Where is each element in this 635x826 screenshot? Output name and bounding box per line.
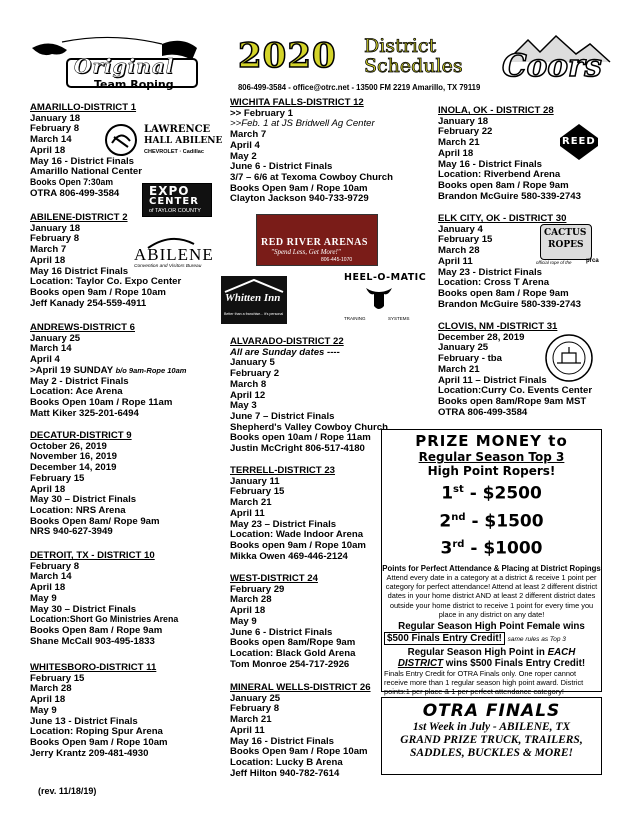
district-mineral-wells	[230, 683, 371, 779]
schedule-line: Books Open 9am / Rope 10am	[230, 746, 368, 758]
whitten-slogan: Better than a franchise... it's personal	[224, 312, 284, 316]
schedule-line: May 23 – District Finals	[230, 518, 337, 530]
schedule-line: Books open 8am / Rope 9am	[438, 287, 569, 299]
schedule-line: March 28	[230, 594, 272, 606]
schedule-line: Books Open 9am / Rope 10am	[230, 182, 368, 194]
each-district-award: Regular Season High Point in EACH	[407, 646, 576, 658]
district-title: CLOVIS, NM -DISTRICT 31	[438, 321, 558, 332]
schedule-line: March 21	[438, 363, 480, 375]
schedule-line: May 9	[30, 592, 57, 604]
schedule-line: April 11 – District Finals	[438, 374, 547, 386]
reed-name: REED	[562, 136, 596, 147]
schedule-line: April 4	[30, 354, 60, 366]
schedule-line: 3/7 – 6/6 at Texoma Cowboy Church	[230, 171, 393, 183]
logo-team-roping-text: Team Roping	[94, 78, 174, 91]
schedule-line: June 7 – District Finals	[230, 410, 335, 422]
schedule-line: Brandon McGuire 580-339-2743	[438, 298, 581, 310]
schedule-line: OTRA 806-499-3584	[30, 187, 120, 199]
schedule-line: Shepherd's Valley Cowboy Church	[230, 421, 388, 433]
schedule-line: Books Open 10am / Rope 11am	[30, 396, 173, 408]
district-clovis	[438, 322, 592, 418]
cactus-word: CACTUS	[544, 228, 587, 238]
schedule-line: December 28, 2019	[438, 331, 525, 343]
prize-top3: Regular Season Top 3	[418, 450, 565, 464]
logo-original-text: Original	[74, 54, 175, 78]
district-title: WICHITA FALLS-DISTRICT 12	[230, 97, 364, 108]
district-abilene	[30, 213, 181, 309]
district-title: AMARILLO-DISTRICT 1	[30, 102, 137, 113]
heelomatic-name: HEEL-O-MATIC	[344, 272, 427, 283]
district-title: DETROIT, TX - DISTRICT 10	[30, 550, 155, 561]
year-title: 2020	[238, 36, 337, 76]
schedule-line: May 16 District Finals	[30, 265, 129, 277]
schedule-line: Books Open 8am/ Rope 9am	[30, 515, 160, 527]
schedule-line: February 15	[30, 472, 85, 484]
schedule-line: December 14, 2019	[30, 462, 117, 474]
schedule-line: January 11	[230, 475, 280, 487]
schedule-line: April 4	[230, 139, 260, 151]
schedule-line: May 9	[230, 615, 257, 627]
district-title: MINERAL WELLS-DISTRICT 26	[230, 682, 371, 693]
schedule-line: February 8	[30, 233, 80, 245]
schedule-line: May 16 - District Finals	[438, 158, 542, 170]
schedule-line: February 2	[230, 368, 280, 380]
schedule-line: May 16 - District Finals	[30, 155, 134, 167]
district-title: DECATUR-DISTRICT 9	[30, 430, 132, 441]
schedule-line: January 18	[30, 222, 81, 234]
schedule-line: Brandon McGuire 580-339-2743	[438, 190, 581, 202]
schedule-line: Books open 8am/Rope 9am	[230, 637, 356, 649]
district-title: ELK CITY, OK - DISTRICT 30	[438, 213, 567, 224]
schedule-line: >> February 1	[230, 107, 293, 119]
lawrence-sub: HALL ABILENE	[144, 136, 223, 146]
coors-logo	[498, 32, 616, 84]
prize-first: 1st - $2500	[441, 483, 542, 504]
district-title: WHITESBORO-DISTRICT 11	[30, 662, 157, 673]
schedule-line: June 13 - District Finals	[30, 715, 138, 727]
red-river-arenas-logo	[256, 214, 378, 266]
schedule-line: April 18	[30, 483, 66, 495]
district-title: TERRELL-DISTRICT 23	[230, 465, 336, 476]
taylor-county: of TAYLOR COUNTY	[149, 208, 201, 214]
sunday-date: >April 19 SUNDAY	[30, 364, 113, 376]
schedule-line: January 25	[438, 342, 489, 354]
heelomatic-systems: SYSTEMS	[388, 316, 410, 321]
district-title: ANDREWS-DISTRICT 6	[30, 322, 135, 333]
finals-date: 1st Week in July - ABILENE, TX	[412, 721, 571, 733]
district-whitesboro	[30, 663, 168, 759]
schedule-line: March 28	[30, 683, 72, 695]
schedule-line: November 16, 2019	[30, 451, 117, 463]
schedule-line: April 18	[30, 144, 66, 156]
schedule-line: March 21	[438, 137, 480, 149]
schedule-line: February 8	[230, 703, 280, 715]
schedule-line: January 4	[438, 223, 483, 235]
schedule-line: April 12	[230, 389, 266, 401]
prize-second: 2nd - $1500	[439, 511, 544, 532]
district-elk-city	[438, 213, 584, 310]
schedule-line: Books Open 9am / Rope 10am	[30, 736, 168, 748]
abilene-cvb: Convention and Visitors Bureau	[134, 264, 202, 269]
district-terrell	[230, 466, 366, 562]
schedule-line: Location: NRS Arena	[30, 504, 126, 516]
female-award: Regular Season High Point Female wins	[398, 620, 585, 632]
title-district: District	[364, 35, 437, 57]
whitten-name: Whitten Inn	[225, 292, 281, 304]
schedule-line: Location: Black Gold Arena	[230, 647, 356, 659]
schedule-line: February 29	[230, 583, 285, 595]
schedule-line: March 14	[30, 343, 72, 355]
schedule-line: Location: Riverbend Arena	[438, 169, 561, 181]
schedule-line: Amarillo National Center	[30, 166, 142, 178]
schedule-line: Location: Ace Arena	[30, 386, 123, 398]
schedule-line: May 23 - District Finals	[438, 266, 542, 278]
revision-note: (rev. 11/18/19)	[38, 786, 97, 796]
schedule-line: Location: Cross T Arena	[438, 277, 550, 289]
heel-o-matic-logo	[344, 272, 427, 328]
lawrence-name: LAWRENCE	[144, 124, 211, 135]
heelomatic-training: TRAINING	[344, 316, 366, 321]
schedule-line: February 15	[438, 234, 493, 246]
points-body: Attend every date in a category at a district & receive 1 point per category for perfect attendance! Attend at least 2 different district dates in your home district AND at least 2 different district dates outside your home district to receive 1 point for every time you place in any district on any date!	[385, 572, 598, 619]
finals-prizes: GRAND PRIZE TRUCK, TRAILERS,	[400, 734, 583, 746]
title-schedules: Schedules	[364, 55, 463, 77]
schedule-line: Location:Short Go Ministries Arena	[30, 614, 179, 626]
schedule-line: March 21	[230, 497, 272, 509]
schedule-line: April 11	[230, 724, 265, 736]
schedule-line: OTRA 806-499-3584	[438, 406, 528, 418]
prize-high-point: High Point Ropers!	[427, 464, 556, 478]
district-west	[230, 574, 355, 670]
bull-head-icon	[364, 284, 394, 314]
schedule-line: Justin McCright 806-517-4180	[230, 443, 365, 455]
schedule-line: March 14	[30, 571, 72, 583]
schedule-line: April 18	[438, 147, 474, 159]
schedule-line: March 28	[438, 245, 480, 257]
red-river-slogan: "Spend Less, Get More!"	[271, 248, 341, 256]
schedule-line: April 11	[438, 255, 473, 267]
schedule-line: Jerry Krantz 209-481-4930	[30, 747, 149, 759]
schedule-line: February 22	[438, 126, 493, 138]
center-word: CENTER	[149, 196, 199, 207]
finals-more: SADDLES, BUCKLES & MORE!	[410, 747, 573, 759]
whitten-inn-logo	[221, 276, 287, 324]
contact-line: 806-499-3584 - office@otrc.net - 13500 FM 2219 Amarillo, TX 79119	[238, 82, 481, 92]
schedule-line: Location: Lucky B Arena	[230, 756, 343, 768]
schedule-line: February 8	[30, 123, 80, 135]
schedule-line: Mikka Owen 469-446-2124	[230, 550, 348, 562]
district-wichita-falls	[230, 98, 393, 205]
schedule-line: March 14	[30, 134, 72, 146]
female-credit-line	[382, 632, 601, 645]
female-note: same rules as Top 3	[507, 635, 566, 643]
schedule-line: October 26, 2019	[30, 440, 107, 452]
prize-title: PRIZE MONEY to	[415, 432, 568, 450]
schedule-line: Clayton Jackson 940-733-9729	[230, 193, 369, 205]
schedule-line: Location:Curry Co. Events Center	[438, 385, 593, 397]
schedule-line: Matt Kiker 325-201-6494	[30, 407, 139, 419]
ropes-word: ROPES	[548, 240, 584, 250]
schedule-line: February 15	[30, 672, 85, 684]
schedule-line: May 3	[230, 400, 257, 412]
schedule-line: January 25	[30, 332, 81, 344]
schedule-line: Books open 8am/Rope 9am MST	[438, 395, 587, 407]
schedule-line: NRS 940-627-3949	[30, 526, 113, 538]
schedule-line: Location: Wade Indoor Arena	[230, 529, 364, 541]
official-rope: official rope of the	[536, 260, 572, 265]
schedule-line: May 30 – District Finals	[30, 603, 137, 615]
schedule-line: April 18	[30, 582, 66, 594]
each-district-credit: DISTRICT wins $500 Finals Entry Credit!	[397, 657, 586, 669]
schedule-line: Shane McCall 903-495-1833	[30, 635, 155, 647]
otra-finals-box	[381, 697, 602, 775]
schedule-line: All are Sunday dates ----	[230, 346, 340, 358]
district-title: WEST-DISTRICT 24	[230, 573, 318, 584]
schedule-line: Tom Monroe 254-717-2926	[230, 658, 350, 670]
schedule-line	[30, 366, 186, 377]
schedule-line: June 6 - District Finals	[230, 161, 333, 173]
prize-third: 3rd - $1000	[440, 538, 543, 559]
expo-center-logo	[142, 183, 212, 217]
schedule-line: May 30 – District Finals	[30, 494, 137, 506]
district-title: ALVARADO-DISTRICT 22	[230, 336, 344, 347]
schedule-line: January 18	[30, 112, 81, 124]
schedule-line: April 11	[230, 507, 265, 519]
district-detroit	[30, 551, 191, 647]
schedule-line: Books open 10am / Rope 11am	[230, 432, 371, 444]
schedule-line: May 9	[30, 704, 57, 716]
finals-title: OTRA FINALS	[422, 701, 561, 721]
coors-text: Coors	[502, 48, 602, 84]
female-credit: $500 Finals Entry Credit!	[384, 632, 505, 645]
schedule-line: Location: Roping Spur Arena	[30, 726, 163, 738]
district-amarillo	[30, 103, 142, 199]
schedule-line: June 6 - District Finals	[230, 626, 333, 638]
schedule-line: Books Open 8am / Rope 9am	[30, 624, 163, 636]
schedule-line: March 21	[230, 714, 272, 726]
schedule-line: April 18	[30, 694, 66, 706]
sunday-note: b/o 9am-Rope 10am	[115, 365, 187, 375]
red-river-phone: 806-445-1070	[321, 257, 353, 263]
district-decatur	[30, 431, 160, 538]
schedule-line: March 8	[230, 378, 267, 390]
red-river-name: RED RIVER ARENAS	[261, 237, 368, 248]
schedule-line: January 25	[230, 692, 281, 704]
lawrence-brands: CHEVROLET · Cadillac	[144, 149, 204, 155]
fine-print: Finals Entry Credit for OTRA Finals only. One roper cannot receive more than 1 regular season high point award. District points:1 per place & 1 per perfect attendance category!	[384, 668, 584, 697]
schedule-line: January 5	[230, 357, 275, 369]
points-heading: Points for Perfect Attendance & Placing at District Ropings	[382, 563, 601, 573]
district-alvarado	[230, 337, 388, 455]
schedule-line: Jeff Hilton 940-782-7614	[230, 767, 340, 779]
schedule-line: April 18	[30, 254, 66, 266]
schedule-line: March 7	[30, 244, 67, 256]
schedule-line: May 2	[230, 150, 257, 162]
district-title: ABILENE-DISTRICT 2	[30, 212, 128, 223]
district-andrews	[30, 323, 186, 419]
schedule-line: May 2 - District Finals	[30, 375, 129, 387]
schedule-line: May 16 - District Finals	[230, 735, 334, 747]
schedule-line: February - tba	[438, 353, 502, 365]
schedule-line: Books open 9am / Rope 10am	[30, 286, 166, 298]
schedule-line: February 8	[30, 560, 80, 572]
schedule-line: April 18	[230, 605, 266, 617]
schedule-line: Location: Taylor Co. Expo Center	[30, 276, 182, 288]
prize-money-box	[381, 429, 602, 697]
district-inola	[438, 106, 581, 202]
otrc-logo	[22, 34, 202, 100]
schedule-line: Books open 9am / Rope 10am	[230, 539, 366, 551]
schedule-line: March 7	[230, 129, 267, 141]
expo-word: EXPO	[149, 184, 190, 198]
schedule-line: Books Open 7:30am	[30, 176, 114, 188]
prca-word: prca	[586, 258, 599, 264]
schedule-line: February 15	[230, 486, 285, 498]
schedule-line: January 18	[438, 115, 489, 127]
schedule-line: >>Feb. 1 at JS Bridwell Ag Center	[230, 118, 375, 130]
schedule-line: Books open 8am / Rope 9am	[438, 179, 569, 191]
district-title: INOLA, OK - DISTRICT 28	[438, 105, 554, 116]
abilene-word: ABILENE	[134, 245, 214, 264]
schedule-line: Jeff Kanady 254-559-4911	[30, 297, 147, 309]
